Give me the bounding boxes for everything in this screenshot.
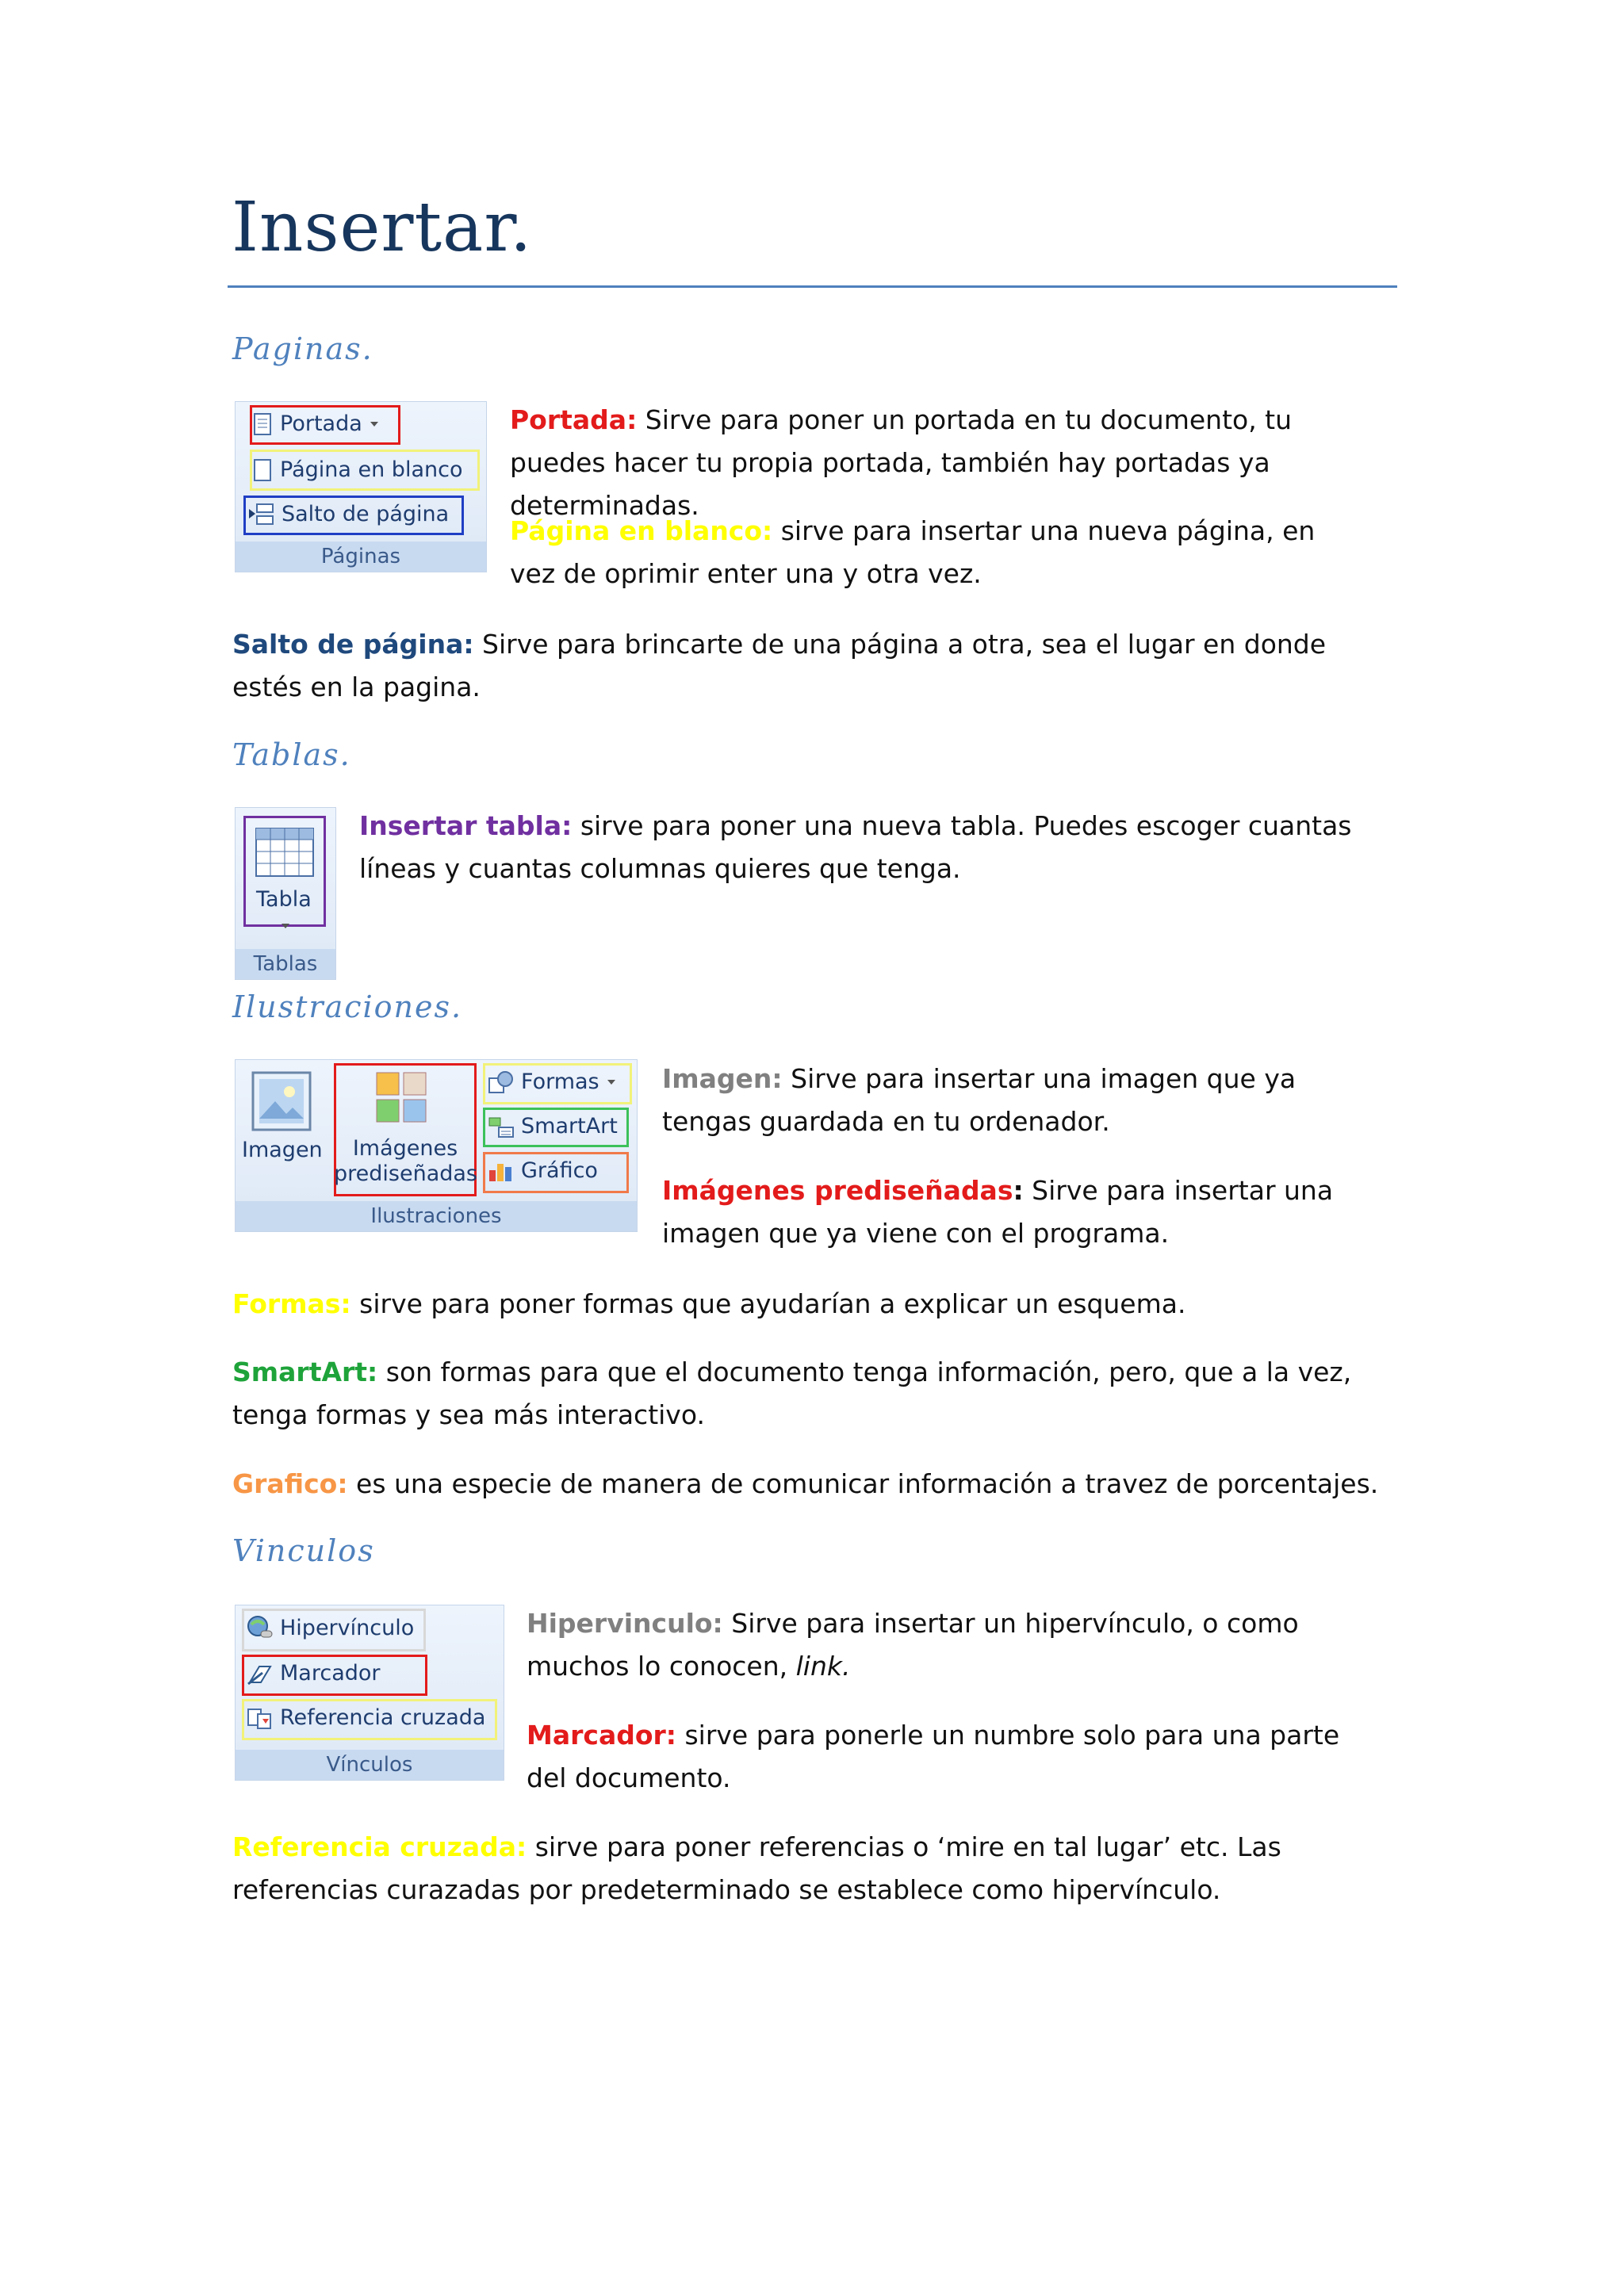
- ribbon-grafico-button[interactable]: [488, 1158, 598, 1183]
- paragraph-formas: [232, 1283, 1374, 1326]
- text-grafico: es una especie de manera de comunicar información a travez de porcentajes.: [347, 1468, 1379, 1499]
- text-hipervinculo-link: link.: [795, 1651, 851, 1682]
- text-imagen: Sirve para insertar una imagen que ya tengas guardada en tu ordenador.: [662, 1063, 1297, 1137]
- ribbon-pagina-en-blanco-label: Página en blanco: [280, 457, 463, 482]
- text-insertar-tabla: sirve para poner una nueva tabla. Puedes escoger cuantas líneas y cuantas columnas quieres que tenga.: [359, 810, 1352, 884]
- title-underline: [228, 285, 1397, 288]
- ribbon-referencia-cruzada-label: Referencia cruzada: [280, 1705, 486, 1730]
- ribbon-formas-button[interactable]: [488, 1070, 617, 1094]
- ribbon-tablas-footer: Tablas: [236, 949, 335, 979]
- label-pagina-en-blanco: Página en blanco:: [510, 515, 773, 546]
- highlight-salto-de-pagina: [243, 496, 464, 535]
- clip-art-icon[interactable]: [375, 1071, 427, 1123]
- heading-paginas: Paginas.: [232, 331, 373, 366]
- text-marcador: sirve para ponerle un numbre solo para una parte del documento.: [527, 1720, 1340, 1793]
- label-imagenes-prediseñadas: Imágenes prediseñadas: [662, 1175, 1013, 1206]
- ribbon-grafico-label: Gráfico: [521, 1158, 598, 1183]
- heading-ilustraciones: Ilustraciones.: [232, 989, 463, 1024]
- ribbon-imagenes-prediseñadas-button[interactable]: [334, 1136, 477, 1187]
- text-portada: Sirve para poner un portada en tu documento, tu puedes hacer tu propia portada, también hay portadas ya determinadas.: [510, 404, 1293, 521]
- ribbon-tabla-label[interactable]: Tabla: [256, 887, 312, 912]
- ribbon-imagenes-line2: prediseñadas: [334, 1161, 477, 1186]
- highlight-hipervinculo: [242, 1609, 426, 1651]
- label-formas: Formas:: [232, 1288, 351, 1319]
- ribbon-imagenes-line1: Imágenes: [352, 1136, 458, 1161]
- text-formas: sirve para poner formas que ayudarían a explicar un esquema.: [350, 1288, 1186, 1319]
- label-smartart: SmartArt:: [232, 1357, 378, 1387]
- ribbon-marcador-label: Marcador: [280, 1661, 381, 1686]
- label-referencia-cruzada: Referencia cruzada:: [232, 1831, 527, 1862]
- smartart-icon: [488, 1115, 515, 1138]
- paragraph-imagenes-prediseñadas: [662, 1169, 1376, 1255]
- label-hipervinculo: Hipervinculo:: [527, 1608, 723, 1639]
- paragraph-salto-de-pagina: [232, 623, 1374, 709]
- text-imagenes-prediseñadas: Sirve para insertar una imagen que ya viene con el programa.: [662, 1175, 1334, 1249]
- ribbon-ilustraciones-footer: Ilustraciones: [236, 1201, 637, 1231]
- chevron-down-icon: [606, 1078, 617, 1086]
- text-salto-de-pagina: Sirve para brincarte de una página a otra, sea el lugar en donde estés en la pagina.: [232, 629, 1327, 702]
- paragraph-grafico: [232, 1463, 1390, 1506]
- paragraph-smartart: [232, 1351, 1374, 1437]
- paragraph-pagina-en-blanco: [510, 510, 1366, 595]
- paragraph-marcador: [527, 1714, 1383, 1800]
- label-insertar-tabla: Insertar tabla:: [359, 810, 573, 841]
- text-hipervinculo: Sirve para insertar un hipervínculo, o como muchos lo conocen,: [527, 1608, 1299, 1682]
- ribbon-paginas: [235, 401, 487, 572]
- page-title: Insertar.: [232, 188, 533, 267]
- ribbon-vinculos-footer: Vínculos: [236, 1750, 504, 1780]
- colon-imagenes-prediseñadas: :: [1013, 1175, 1024, 1206]
- highlight-portada: [250, 405, 400, 445]
- ribbon-ilustraciones: [235, 1059, 638, 1232]
- chevron-down-icon: [280, 922, 291, 930]
- table-icon[interactable]: [255, 827, 315, 878]
- label-portada: Portada:: [510, 404, 638, 435]
- text-pagina-en-blanco: sirve para insertar una nueva página, en vez de oprimir enter una y otra vez.: [510, 515, 1316, 589]
- label-imagen: Imagen:: [662, 1063, 783, 1094]
- ribbon-tablas: [235, 807, 336, 980]
- ribbon-smartart-button[interactable]: [488, 1114, 618, 1138]
- paragraph-portada: [510, 399, 1366, 527]
- ribbon-paginas-footer: Páginas: [236, 541, 486, 572]
- cross-reference-icon: [247, 1706, 274, 1730]
- highlight-pagina-en-blanco: [250, 450, 480, 491]
- paragraph-insertar-tabla: [359, 805, 1374, 890]
- paragraph-imagen: [662, 1058, 1376, 1143]
- label-grafico: Grafico:: [232, 1468, 348, 1499]
- shapes-icon: [488, 1070, 515, 1094]
- ribbon-referencia-cruzada-button[interactable]: [247, 1705, 485, 1730]
- text-referencia-cruzada: sirve para poner referencias o ‘mire en tal lugar’ etc. Las referencias curazadas por predeterminado se establece como hipervínculo.: [232, 1831, 1281, 1905]
- paragraph-referencia-cruzada: [232, 1826, 1374, 1911]
- chart-icon: [488, 1159, 515, 1183]
- heading-tablas: Tablas.: [232, 737, 351, 772]
- label-marcador: Marcador:: [527, 1720, 676, 1751]
- ribbon-smartart-label: SmartArt: [521, 1114, 618, 1138]
- ribbon-vinculos: [235, 1605, 504, 1781]
- text-smartart: son formas para que el documento tenga información, pero, que a la vez, tenga formas y sea más interactivo.: [232, 1357, 1352, 1430]
- ribbon-imagen-label[interactable]: Imagen: [242, 1138, 323, 1162]
- picture-icon[interactable]: [251, 1071, 312, 1131]
- ribbon-salto-de-pagina-label: Salto de página: [282, 502, 450, 526]
- ribbon-portada-label: Portada: [280, 411, 362, 436]
- label-salto-de-pagina: Salto de página:: [232, 629, 474, 660]
- heading-vinculos: Vinculos: [232, 1533, 375, 1568]
- paragraph-hipervinculo: [527, 1602, 1383, 1688]
- ribbon-hipervinculo-label: Hipervínculo: [280, 1615, 415, 1640]
- ribbon-formas-label: Formas: [521, 1070, 599, 1094]
- ribbon-marcador-button[interactable]: [247, 1661, 381, 1686]
- bookmark-icon: [247, 1662, 274, 1686]
